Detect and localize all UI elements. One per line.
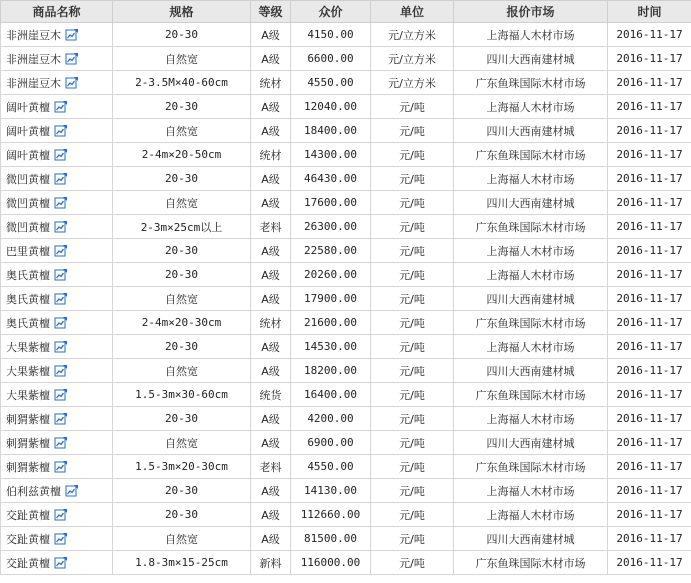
table-row: [1, 263, 691, 287]
cell-spec: 20-30: [113, 479, 251, 503]
cell-grade: A级: [251, 479, 291, 503]
table-row: [1, 431, 691, 455]
cell-price: 6900.00: [291, 431, 371, 455]
table-header-row: [1, 1, 691, 23]
cell-grade: 老料: [251, 455, 291, 479]
table-row: [1, 23, 691, 47]
cell-price: 4200.00: [291, 407, 371, 431]
cell-market: 广东鱼珠国际木材市场: [454, 551, 608, 575]
cell-spec: 20-30: [113, 95, 251, 119]
cell-unit: 元/吨: [371, 311, 454, 335]
cell-grade: A级: [251, 359, 291, 383]
cell-product-name: [1, 383, 113, 407]
cell-unit: 元/吨: [371, 239, 454, 263]
cell-market: 四川大西南建材城: [454, 359, 608, 383]
table-row: [1, 311, 691, 335]
table-row: [1, 407, 691, 431]
cell-date: 2016-11-17: [608, 191, 691, 215]
cell-unit: 元/立方米: [371, 47, 454, 71]
cell-date: 2016-11-17: [608, 143, 691, 167]
cell-grade: A级: [251, 527, 291, 551]
cell-product-name: [1, 23, 113, 47]
cell-spec: 自然宽: [113, 431, 251, 455]
product-name-link[interactable]: 奥氏黄檀: [6, 268, 50, 282]
cell-unit: 元/立方米: [371, 71, 454, 95]
cell-price: 81500.00: [291, 527, 371, 551]
table-row: [1, 503, 691, 527]
chart-edit-icon[interactable]: [54, 172, 68, 185]
cell-date: 2016-11-17: [608, 551, 691, 575]
cell-grade: A级: [251, 287, 291, 311]
cell-product-name: [1, 407, 113, 431]
cell-unit: 元/吨: [371, 167, 454, 191]
cell-unit: 元/吨: [371, 407, 454, 431]
cell-product-name: [1, 527, 113, 551]
cell-market: 四川大西南建材城: [454, 287, 608, 311]
header-grade[interactable]: 等级: [251, 1, 291, 23]
cell-market: 广东鱼珠国际木材市场: [454, 143, 608, 167]
cell-market: 广东鱼珠国际木材市场: [454, 311, 608, 335]
cell-product-name: [1, 71, 113, 95]
table-row: [1, 167, 691, 191]
cell-price: 22580.00: [291, 239, 371, 263]
cell-spec: 自然宽: [113, 527, 251, 551]
cell-date: 2016-11-17: [608, 503, 691, 527]
cell-market: 上海福人木材市场: [454, 23, 608, 47]
cell-market: 上海福人木材市场: [454, 167, 608, 191]
chart-edit-icon[interactable]: [54, 292, 68, 305]
cell-spec: 1.8-3m×15-25cm: [113, 551, 251, 575]
cell-price: 14530.00: [291, 335, 371, 359]
header-market[interactable]: 报价市场: [454, 1, 608, 23]
table-row: [1, 383, 691, 407]
cell-product-name: [1, 239, 113, 263]
cell-spec: 2-3.5M×40-60cm: [113, 71, 251, 95]
cell-market: 广东鱼珠国际木材市场: [454, 71, 608, 95]
chart-edit-icon[interactable]: [54, 364, 68, 377]
cell-product-name: [1, 479, 113, 503]
cell-unit: 元/吨: [371, 455, 454, 479]
cell-spec: 2-3m×25cm以上: [113, 215, 251, 239]
cell-unit: 元/吨: [371, 479, 454, 503]
chart-edit-icon[interactable]: [65, 76, 79, 89]
product-name-link[interactable]: 交趾黄檀: [6, 556, 50, 570]
cell-date: 2016-11-17: [608, 311, 691, 335]
table-row: [1, 479, 691, 503]
cell-grade: A级: [251, 47, 291, 71]
product-name-link[interactable]: 阔叶黄檀: [6, 148, 50, 162]
cell-unit: 元/吨: [371, 527, 454, 551]
cell-product-name: [1, 335, 113, 359]
cell-market: 四川大西南建材城: [454, 119, 608, 143]
cell-unit: 元/吨: [371, 95, 454, 119]
cell-date: 2016-11-17: [608, 215, 691, 239]
cell-grade: A级: [251, 431, 291, 455]
cell-product-name: [1, 455, 113, 479]
cell-price: 18400.00: [291, 119, 371, 143]
chart-edit-icon[interactable]: [54, 460, 68, 473]
chart-edit-icon[interactable]: [54, 388, 68, 401]
cell-market: 广东鱼珠国际木材市场: [454, 383, 608, 407]
cell-market: 上海福人木材市场: [454, 263, 608, 287]
table-row: [1, 47, 691, 71]
cell-price: 20260.00: [291, 263, 371, 287]
cell-product-name: [1, 143, 113, 167]
cell-grade: A级: [251, 95, 291, 119]
cell-date: 2016-11-17: [608, 167, 691, 191]
product-name-link[interactable]: 阔叶黄檀: [6, 124, 50, 138]
cell-spec: 2-4m×20-30cm: [113, 311, 251, 335]
cell-price: 4150.00: [291, 23, 371, 47]
header-date[interactable]: 时间: [608, 1, 691, 23]
cell-product-name: [1, 191, 113, 215]
cell-grade: A级: [251, 191, 291, 215]
cell-market: 上海福人木材市场: [454, 239, 608, 263]
chart-edit-icon[interactable]: [65, 52, 79, 65]
cell-market: 广东鱼珠国际木材市场: [454, 455, 608, 479]
cell-market: 上海福人木材市场: [454, 95, 608, 119]
cell-price: 4550.00: [291, 71, 371, 95]
cell-spec: 2-4m×20-50cm: [113, 143, 251, 167]
cell-date: 2016-11-17: [608, 263, 691, 287]
cell-grade: A级: [251, 407, 291, 431]
product-name-link[interactable]: 微凹黄檀: [6, 172, 50, 186]
chart-edit-icon[interactable]: [54, 244, 68, 257]
cell-grade: A级: [251, 119, 291, 143]
product-name-link[interactable]: 微凹黄檀: [6, 196, 50, 210]
header-unit[interactable]: 单位: [371, 1, 454, 23]
table-row: [1, 551, 691, 575]
cell-date: 2016-11-17: [608, 335, 691, 359]
cell-date: 2016-11-17: [608, 287, 691, 311]
cell-price: 14300.00: [291, 143, 371, 167]
cell-date: 2016-11-17: [608, 407, 691, 431]
chart-edit-icon[interactable]: [54, 340, 68, 353]
header-product-name[interactable]: 商品名称: [1, 1, 113, 23]
cell-grade: 统材: [251, 71, 291, 95]
cell-price: 4550.00: [291, 455, 371, 479]
cell-spec: 20-30: [113, 263, 251, 287]
cell-product-name: [1, 503, 113, 527]
cell-grade: A级: [251, 263, 291, 287]
cell-date: 2016-11-17: [608, 239, 691, 263]
cell-market: 上海福人木材市场: [454, 503, 608, 527]
cell-market: 广东鱼珠国际木材市场: [454, 215, 608, 239]
table-row: [1, 95, 691, 119]
cell-market: 上海福人木材市场: [454, 407, 608, 431]
cell-spec: 自然宽: [113, 47, 251, 71]
product-name-link[interactable]: 非洲崖豆木: [6, 76, 61, 90]
cell-grade: 统材: [251, 311, 291, 335]
cell-date: 2016-11-17: [608, 383, 691, 407]
cell-date: 2016-11-17: [608, 23, 691, 47]
cell-price: 18200.00: [291, 359, 371, 383]
cell-date: 2016-11-17: [608, 527, 691, 551]
product-name-link[interactable]: 大果紫檀: [6, 364, 50, 378]
cell-price: 46430.00: [291, 167, 371, 191]
chart-edit-icon[interactable]: [54, 148, 68, 161]
product-name-link[interactable]: 刺猬紫檀: [6, 460, 50, 474]
product-name-link[interactable]: 大果紫檀: [6, 340, 50, 354]
cell-date: 2016-11-17: [608, 359, 691, 383]
cell-price: 12040.00: [291, 95, 371, 119]
cell-unit: 元/吨: [371, 143, 454, 167]
cell-product-name: [1, 95, 113, 119]
chart-edit-icon[interactable]: [54, 508, 68, 521]
table-row: [1, 215, 691, 239]
chart-edit-icon[interactable]: [54, 556, 68, 569]
product-name-link[interactable]: 伯利兹黄檀: [6, 484, 61, 498]
cell-price: 16400.00: [291, 383, 371, 407]
cell-unit: 元/吨: [371, 287, 454, 311]
cell-date: 2016-11-17: [608, 95, 691, 119]
cell-market: 上海福人木材市场: [454, 335, 608, 359]
cell-product-name: [1, 263, 113, 287]
table-row: [1, 287, 691, 311]
table-row: [1, 335, 691, 359]
chart-edit-icon[interactable]: [54, 436, 68, 449]
chart-edit-icon[interactable]: [54, 268, 68, 281]
cell-date: 2016-11-17: [608, 71, 691, 95]
cell-unit: 元/吨: [371, 503, 454, 527]
chart-edit-icon[interactable]: [54, 100, 68, 113]
cell-price: 21600.00: [291, 311, 371, 335]
cell-spec: 1.5-3m×30-60cm: [113, 383, 251, 407]
cell-price: 26300.00: [291, 215, 371, 239]
cell-price: 14130.00: [291, 479, 371, 503]
product-name-link[interactable]: 非洲崖豆木: [6, 52, 61, 66]
cell-grade: A级: [251, 167, 291, 191]
product-name-link[interactable]: 非洲崖豆木: [6, 28, 61, 42]
table-row: [1, 239, 691, 263]
header-price[interactable]: 众价: [291, 1, 371, 23]
cell-grade: A级: [251, 239, 291, 263]
table-row: [1, 143, 691, 167]
product-name-link[interactable]: 巴里黄檀: [6, 244, 50, 258]
cell-product-name: [1, 359, 113, 383]
cell-grade: A级: [251, 503, 291, 527]
cell-grade: 新料: [251, 551, 291, 575]
chart-edit-icon[interactable]: [54, 412, 68, 425]
cell-spec: 20-30: [113, 239, 251, 263]
table-row: [1, 527, 691, 551]
cell-unit: 元/吨: [371, 215, 454, 239]
cell-spec: 20-30: [113, 167, 251, 191]
table-row: [1, 119, 691, 143]
cell-spec: 20-30: [113, 335, 251, 359]
table-row: [1, 359, 691, 383]
chart-edit-icon[interactable]: [54, 316, 68, 329]
cell-spec: 自然宽: [113, 359, 251, 383]
cell-price: 116000.00: [291, 551, 371, 575]
cell-market: 四川大西南建材城: [454, 527, 608, 551]
chart-edit-icon[interactable]: [54, 196, 68, 209]
cell-grade: 统货: [251, 383, 291, 407]
product-name-link[interactable]: 交趾黄檀: [6, 508, 50, 522]
cell-grade: A级: [251, 335, 291, 359]
product-name-link[interactable]: 交趾黄檀: [6, 532, 50, 546]
cell-spec: 20-30: [113, 503, 251, 527]
cell-market: 上海福人木材市场: [454, 479, 608, 503]
cell-spec: 自然宽: [113, 191, 251, 215]
product-name-link[interactable]: 大果紫檀: [6, 388, 50, 402]
cell-grade: 统材: [251, 143, 291, 167]
cell-product-name: [1, 287, 113, 311]
cell-unit: 元/吨: [371, 383, 454, 407]
cell-date: 2016-11-17: [608, 119, 691, 143]
chart-edit-icon[interactable]: [65, 484, 79, 497]
cell-spec: 20-30: [113, 407, 251, 431]
cell-price: 17900.00: [291, 287, 371, 311]
cell-product-name: [1, 431, 113, 455]
cell-grade: A级: [251, 23, 291, 47]
product-name-link[interactable]: 奥氏黄檀: [6, 316, 50, 330]
header-spec[interactable]: 规格: [113, 1, 251, 23]
cell-date: 2016-11-17: [608, 479, 691, 503]
cell-date: 2016-11-17: [608, 47, 691, 71]
cell-product-name: [1, 551, 113, 575]
cell-spec: 自然宽: [113, 119, 251, 143]
product-name-link[interactable]: 刺猬紫檀: [6, 436, 50, 450]
table-row: [1, 455, 691, 479]
cell-unit: 元/吨: [371, 431, 454, 455]
chart-edit-icon[interactable]: [54, 532, 68, 545]
product-name-link[interactable]: 奥氏黄檀: [6, 292, 50, 306]
table-row: [1, 71, 691, 95]
cell-price: 112660.00: [291, 503, 371, 527]
cell-market: 四川大西南建材城: [454, 431, 608, 455]
cell-unit: 元/吨: [371, 191, 454, 215]
product-name-link[interactable]: 微凹黄檀: [6, 220, 50, 234]
cell-grade: 老料: [251, 215, 291, 239]
cell-unit: 元/吨: [371, 359, 454, 383]
chart-edit-icon[interactable]: [54, 124, 68, 137]
cell-product-name: [1, 215, 113, 239]
cell-unit: 元/吨: [371, 551, 454, 575]
cell-market: 四川大西南建材城: [454, 47, 608, 71]
cell-product-name: [1, 119, 113, 143]
cell-price: 17600.00: [291, 191, 371, 215]
cell-product-name: [1, 47, 113, 71]
cell-unit: 元/吨: [371, 335, 454, 359]
cell-unit: 元/立方米: [371, 23, 454, 47]
cell-spec: 自然宽: [113, 287, 251, 311]
product-name-link[interactable]: 阔叶黄檀: [6, 100, 50, 114]
product-name-link[interactable]: 刺猬紫檀: [6, 412, 50, 426]
cell-spec: 20-30: [113, 23, 251, 47]
cell-unit: 元/吨: [371, 263, 454, 287]
cell-product-name: [1, 167, 113, 191]
cell-unit: 元/吨: [371, 119, 454, 143]
cell-market: 四川大西南建材城: [454, 191, 608, 215]
cell-date: 2016-11-17: [608, 431, 691, 455]
cell-date: 2016-11-17: [608, 455, 691, 479]
cell-price: 6600.00: [291, 47, 371, 71]
chart-edit-icon[interactable]: [54, 220, 68, 233]
cell-spec: 1.5-3m×20-30cm: [113, 455, 251, 479]
cell-product-name: [1, 311, 113, 335]
chart-edit-icon[interactable]: [65, 28, 79, 41]
table-row: [1, 191, 691, 215]
